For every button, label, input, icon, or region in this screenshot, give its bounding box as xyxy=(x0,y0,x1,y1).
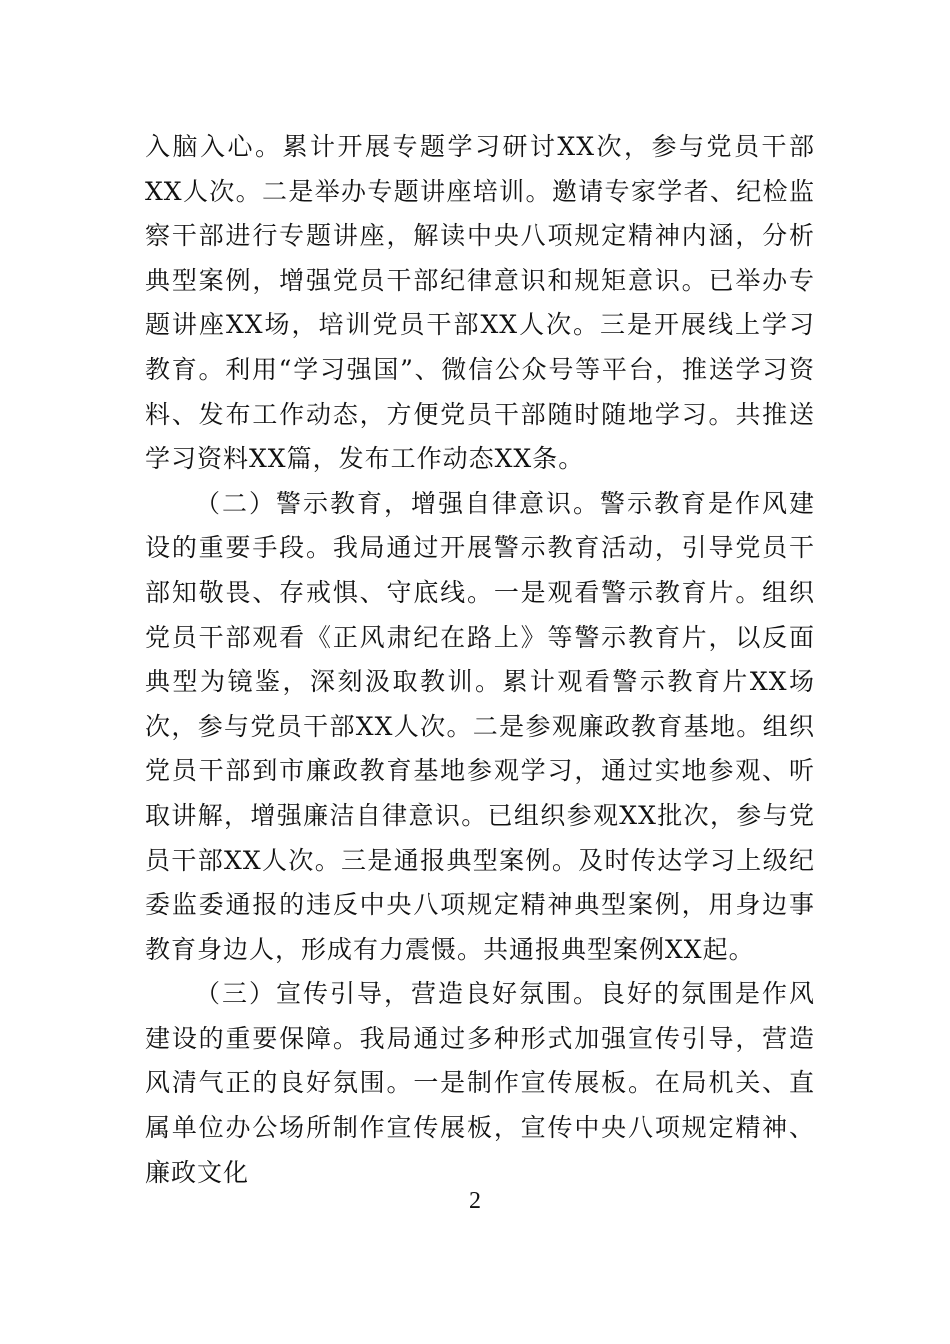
page-number: 2 xyxy=(469,1188,481,1214)
body-text xyxy=(145,125,815,1195)
paragraph-section-3: （三）宣传引导，营造良好氛围。良好的氛围是作风建设的重要保障。我局通过多种形式加强宣传引导，营造风清气正的良好氛围。一是制作宣传展板。在局机关、直属单位办公场所制作宣传展板，宣传中央八项规定精神、廉政文化 xyxy=(145,979,815,1187)
paragraph-continued: 入脑入心。累计开展专题学习研讨XX次，参与党员干部XX人次。二是举办专题讲座培训。邀请专家学者、纪检监察干部进行专题讲座，解读中央八项规定精神内涵，分析典型案例，增强党员干部纪律意识和规矩意识。已举办专题讲座XX场，培训党员干部XX人次。三是开展线上学习教育。利用“学习强国”、微信公众号等平台，推送学习资料、发布工作动态，方便党员干部随时随地学习。共推送学习资料XX篇，发布工作动态XX条。 xyxy=(145,132,815,474)
paragraph-section-2: （二）警示教育，增强自律意识。警示教育是作风建设的重要手段。我局通过开展警示教育活动，引导党员干部知敬畏、存戒惧、守底线。一是观看警示教育片。组织党员干部观看《正风肃纪在路上》等警示教育片，以反面典型为镜鉴，深刻汲取教训。累计观看警示教育片XX场次，参与党员干部XX人次。二是参观廉政教育基地。组织党员干部到市廉政教育基地参观学习，通过实地参观、听取讲解，增强廉洁自律意识。已组织参观XX批次，参与党员干部XX人次。三是通报典型案例。及时传达学习上级纪委监委通报的违反中央八项规定精神典型案例，用身边事教育身边人，形成有力震慑。共通报典型案例XX起。 xyxy=(145,488,815,964)
